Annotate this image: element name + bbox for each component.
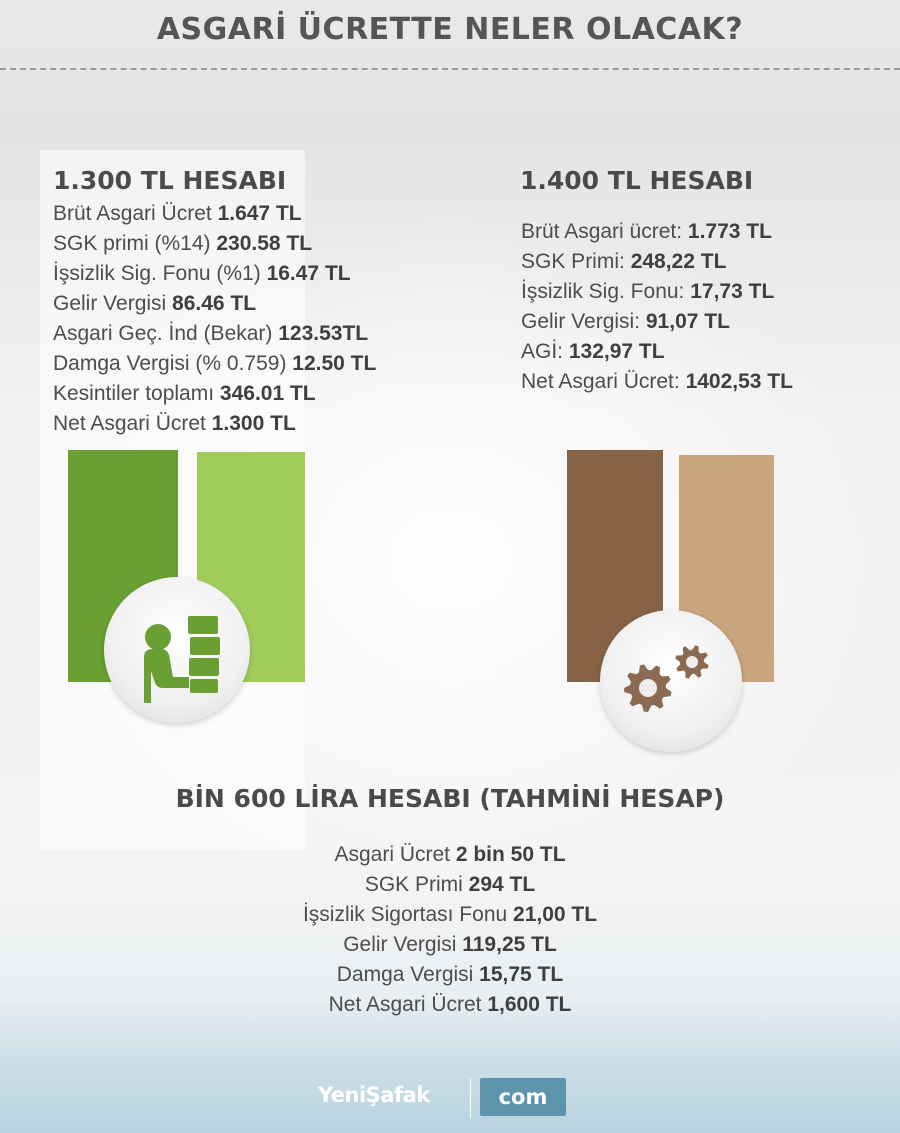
right-line <box>521 367 793 397</box>
bottom-line-value: 21,00 TL <box>513 903 598 926</box>
worker-boxes-icon <box>104 577 250 723</box>
left-line-value: 230.58 TL <box>216 232 313 255</box>
left-line-label: Net Asgari Ücret <box>53 412 212 435</box>
left-line-label: SGK primi (%14) <box>53 232 217 255</box>
left-line <box>53 349 376 379</box>
right-line-value: 248,22 TL <box>630 250 727 273</box>
right-line-value: 1.773 TL <box>687 220 772 243</box>
bottom-line-value: 1,600 TL <box>487 993 572 1016</box>
bottom-line <box>0 930 900 960</box>
left-line <box>53 289 376 319</box>
left-line <box>53 229 376 259</box>
left-line-label: Gelir Vergisi <box>53 292 173 315</box>
bottom-line-label: Net Asgari Ücret <box>328 993 488 1016</box>
bottom-line-label: Damga Vergisi <box>336 963 480 986</box>
bottom-line-label: SGK Primi <box>364 873 469 896</box>
left-line <box>53 319 376 349</box>
left-line-label: Kesintiler toplamı <box>53 382 220 405</box>
right-line-label: AGİ: <box>521 340 569 363</box>
left-line <box>53 379 376 409</box>
bottom-line-value: 119,25 TL <box>462 933 557 956</box>
right-line-label: Net Asgari Ücret: <box>521 370 686 393</box>
right-line-label: Gelir Vergisi: <box>521 310 646 333</box>
left-line-value: 86.46 TL <box>172 292 257 315</box>
bottom-line-label: İşsizlik Sigortası Fonu <box>302 903 514 926</box>
bottom-line <box>0 870 900 900</box>
bottom-breakdown-list <box>0 840 900 1020</box>
left-line-label: İşsizlik Sig. Fonu (%1) <box>53 262 267 285</box>
brand-separator <box>470 1078 471 1118</box>
page-title: ASGARİ ÜCRETTE NELER OLACAK? <box>156 12 744 47</box>
right-line <box>521 217 793 247</box>
left-line-label: Brüt Asgari Ücret <box>53 202 218 225</box>
right-line-value: 1402,53 TL <box>685 370 793 393</box>
right-breakdown-list <box>521 217 793 397</box>
bottom-line <box>0 960 900 990</box>
bottom-line <box>0 840 900 870</box>
right-line-value: 132,97 TL <box>568 340 665 363</box>
left-icon-badge <box>104 577 250 723</box>
left-line-value: 123.53TL <box>278 322 369 345</box>
bottom-heading: BİN 600 LİRA HESABI (TAHMİNİ HESAP) <box>175 784 725 813</box>
bottom-line <box>0 990 900 1020</box>
left-line <box>53 199 376 229</box>
left-line-label: Damga Vergisi (% 0.759) <box>53 352 293 375</box>
left-line-value: 16.47 TL <box>266 262 351 285</box>
right-line-label: SGK Primi: <box>521 250 631 273</box>
left-line <box>53 259 376 289</box>
left-breakdown-list <box>53 199 376 439</box>
right-line-label: Brüt Asgari ücret: <box>521 220 688 243</box>
left-line-value: 346.01 TL <box>219 382 316 405</box>
bottom-line <box>0 900 900 930</box>
title-divider <box>0 68 900 70</box>
right-line-value: 91,07 TL <box>645 310 730 333</box>
right-line <box>521 277 793 307</box>
right-line-value: 17,73 TL <box>690 280 775 303</box>
bottom-line-value: 294 TL <box>468 873 536 896</box>
com-badge: com <box>480 1078 566 1116</box>
left-line-label: Asgari Geç. İnd (Bekar) <box>53 322 279 345</box>
right-line <box>521 247 793 277</box>
gears-icon <box>600 610 742 752</box>
left-line-value: 1.647 TL <box>217 202 302 225</box>
bottom-line-label: Asgari Ücret <box>334 843 456 866</box>
left-line-value: 1.300 TL <box>211 412 296 435</box>
bottom-line-label: Gelir Vergisi <box>343 933 463 956</box>
right-heading: 1.400 TL HESABI <box>520 166 754 195</box>
bottom-line-value: 15,75 TL <box>479 963 564 986</box>
brand-logo: YeniŞafak <box>318 1083 430 1107</box>
left-line <box>53 409 376 439</box>
bottom-line-value: 2 bin 50 TL <box>455 843 566 866</box>
right-line <box>521 307 793 337</box>
left-line-value: 12.50 TL <box>292 352 377 375</box>
right-icon-badge <box>600 610 742 752</box>
left-heading: 1.300 TL HESABI <box>53 166 287 195</box>
right-line-label: İşsizlik Sig. Fonu: <box>521 280 691 303</box>
right-line <box>521 337 793 367</box>
